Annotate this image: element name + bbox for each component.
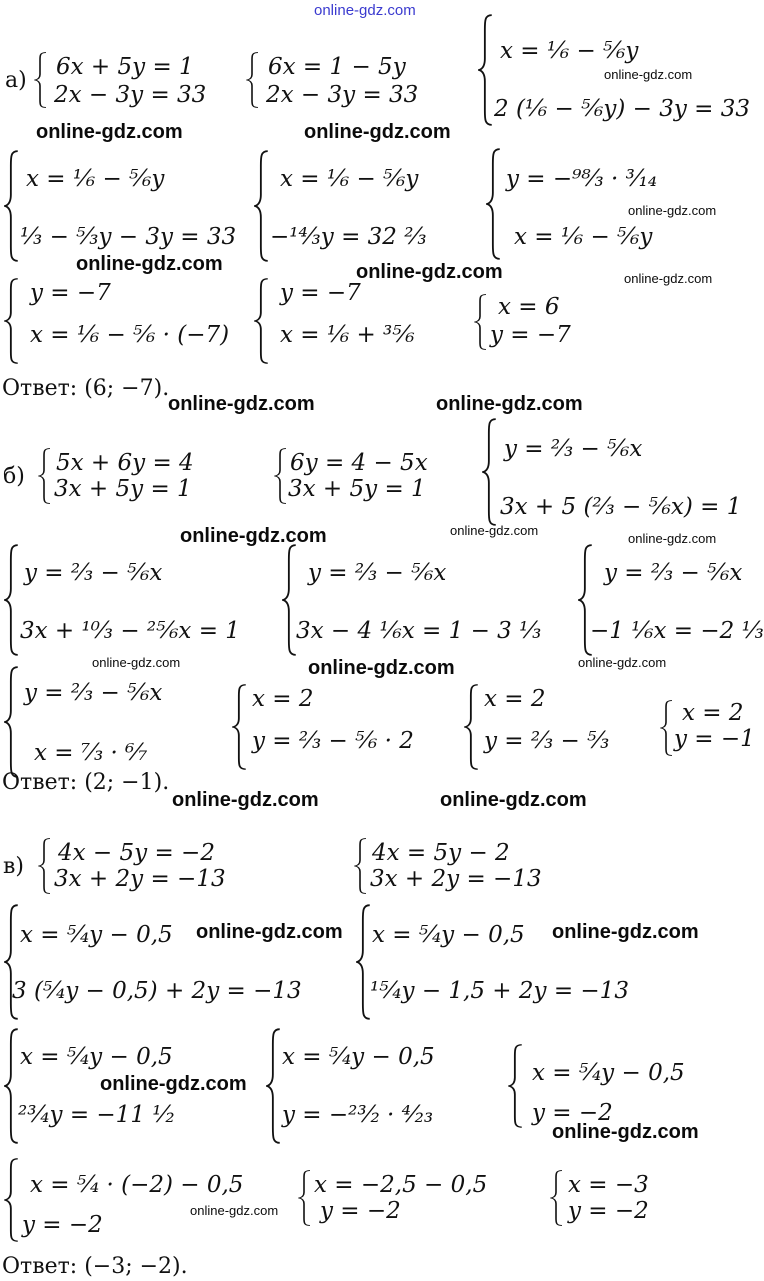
system-b8: x = 2 y = ²⁄₃ − ⁵⁄₆ · 2 [232,684,412,770]
brace-icon [478,14,494,126]
brace-icon [482,418,498,526]
brace-icon [508,1044,524,1128]
watermark: online-gdz.com [92,655,181,670]
brace-icon [660,700,674,756]
watermark: online-gdz.com [436,393,583,415]
answer-a: Ответ: (6; −7). [2,376,170,401]
watermark: online-gdz.com [168,393,315,415]
brace-icon [298,1170,312,1226]
brace-icon [4,666,20,778]
watermark: online-gdz.com [180,525,327,547]
system-c1: 4x − 5y = −2 3x + 2y = −13 [38,838,238,894]
system-a4: x = ¹⁄₆ − ⁵⁄₆y ¹⁄₃ − ⁵⁄₃y − 3y = 33 [4,150,234,262]
brace-icon [274,448,288,504]
brace-icon [474,294,488,350]
system-a8: y = −7 x = ¹⁄₆ + ³⁵⁄₆ [254,278,434,364]
watermark: online-gdz.com [36,121,183,143]
brace-icon [550,1170,564,1226]
system-c8: x = ⁵⁄₄ · (−2) − 0,5 y = −2 [4,1158,244,1242]
watermark: online-gdz.com [624,271,713,286]
system-b5: y = ²⁄₃ − ⁵⁄₆x 3x − 4 ¹⁄₆x = 1 − 3 ¹⁄₃ [282,544,532,656]
brace-icon [38,448,52,504]
brace-icon [4,544,20,656]
watermark: online-gdz.com [172,789,319,811]
watermark: online-gdz.com [356,261,503,283]
system-b3: y = ²⁄₃ − ⁵⁄₆x 3x + 5 (²⁄₃ − ⁵⁄₆x) = 1 [482,418,746,526]
brace-icon [266,1028,282,1144]
system-c10: x = −3 y = −2 [550,1170,690,1226]
brace-icon [4,150,20,262]
system-a1: 6x + 5y = 1 2x − 3y = 33 [34,52,214,108]
brace-icon [232,684,248,770]
part-c-label: в) [3,854,24,879]
answer-c: Ответ: (−3; −2). [2,1254,188,1279]
watermark: online-gdz.com [450,523,539,538]
system-b4: y = ²⁄₃ − ⁵⁄₆x 3x + ¹⁰⁄₃ − ²⁵⁄₆x = 1 [4,544,244,656]
system-c9: x = −2,5 − 0,5 y = −2 [298,1170,498,1226]
system-c7: x = ⁵⁄₄y − 0,5 y = −2 [508,1044,708,1128]
brace-icon [254,278,270,364]
system-b7: y = ²⁄₃ − ⁵⁄₆x x = ⁷⁄₃ · ⁶⁄₇ [4,666,184,778]
system-c2: 4x = 5y − 2 3x + 2y = −13 [354,838,554,894]
system-b9: x = 2 y = ²⁄₃ − ⁵⁄₃ [464,684,614,770]
watermark: online-gdz.com [628,203,717,218]
system-c6: x = ⁵⁄₄y − 0,5 y = −²³⁄₂ · ⁴⁄₂₃ [266,1028,466,1144]
system-c3: x = ⁵⁄₄y − 0,5 3 (⁵⁄₄y − 0,5) + 2y = −13 [4,904,324,1020]
brace-icon [34,52,48,108]
brace-icon [486,148,502,260]
watermark: online-gdz.com [604,67,693,82]
watermark: online-gdz.com [552,1121,699,1143]
watermark: online-gdz.com [196,921,343,943]
brace-icon [38,838,52,894]
watermark: online-gdz.com [100,1073,247,1095]
system-b1: 5x + 6y = 4 3x + 5y = 1 [38,448,218,504]
watermark-top: online-gdz.com [314,2,416,19]
watermark: online-gdz.com [578,655,667,670]
brace-icon [4,278,20,364]
system-b6: y = ²⁄₃ − ⁵⁄₆x −1 ¹⁄₆x = −2 ¹⁄₃ [578,544,748,656]
system-b2: 6y = 4 − 5x 3x + 5y = 1 [274,448,454,504]
watermark: online-gdz.com [440,789,587,811]
system-a5: x = ¹⁄₆ − ⁵⁄₆y −¹⁴⁄₃y = 32 ²⁄₃ [254,150,454,262]
system-c4: x = ⁵⁄₄y − 0,5 ¹⁵⁄₄y − 1,5 + 2y = −13 [356,904,646,1020]
part-b-label: б) [3,464,25,489]
system-a9: x = 6 y = −7 [474,294,594,350]
brace-icon [254,150,270,262]
part-a-label: а) [5,68,27,93]
system-a7: y = −7 x = ¹⁄₆ − ⁵⁄₆ · (−7) [4,278,234,364]
brace-icon [464,684,480,770]
watermark: online-gdz.com [628,531,717,546]
system-a3: x = ¹⁄₆ − ⁵⁄₆y 2 (¹⁄₆ − ⁵⁄₆y) − 3y = 33 [478,14,748,126]
watermark: online-gdz.com [308,657,455,679]
system-a6: y = −⁹⁸⁄₃ · ³⁄₁₄ x = ¹⁄₆ − ⁵⁄₆y [486,148,686,260]
answer-b: Ответ: (2; −1). [2,770,170,795]
brace-icon [4,1158,20,1242]
watermark: online-gdz.com [304,121,451,143]
system-b10: x = 2 y = −1 [660,700,751,756]
brace-icon [246,52,260,108]
watermark: online-gdz.com [190,1203,279,1218]
system-c5: x = ⁵⁄₄y − 0,5 ²³⁄₄y = −11 ¹⁄₂ [4,1028,204,1144]
brace-icon [354,838,368,894]
watermark: online-gdz.com [76,253,223,275]
watermark: online-gdz.com [552,921,699,943]
system-a2: 6x = 1 − 5y 2x − 3y = 33 [246,52,426,108]
